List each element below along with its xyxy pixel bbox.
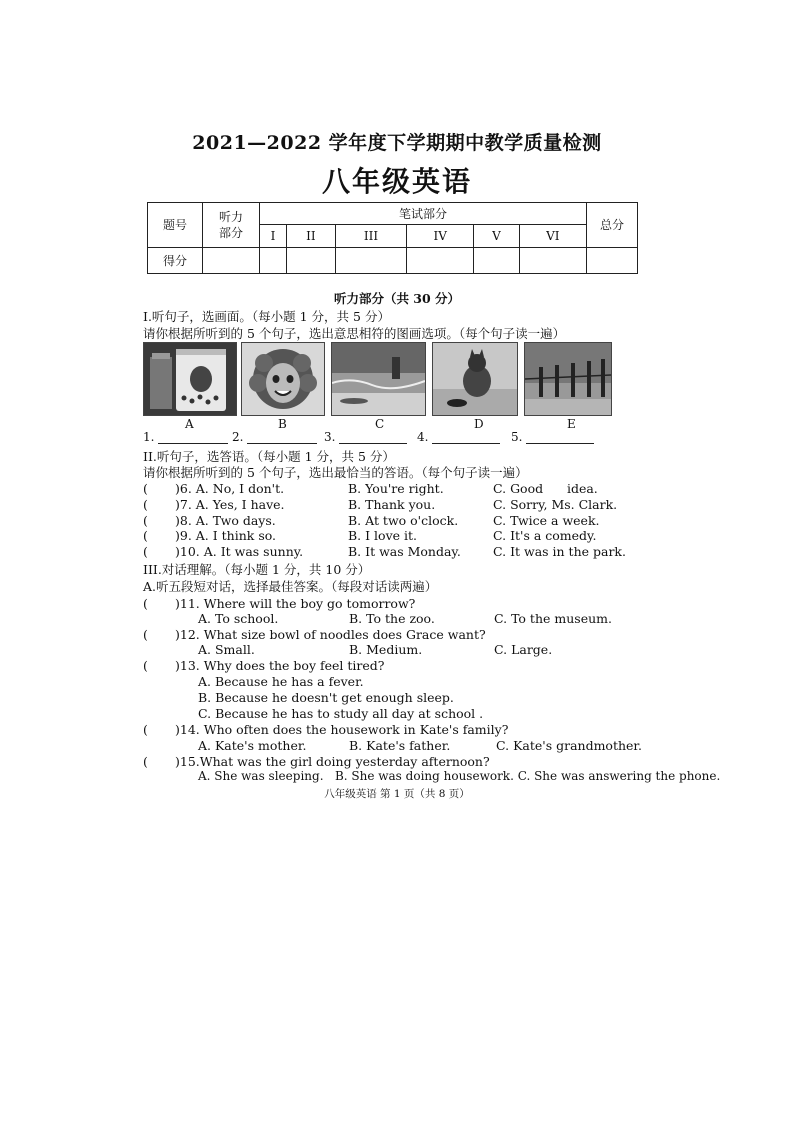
ballet-class-photo xyxy=(524,342,612,416)
question-6-a: )6. A. No, I don't. xyxy=(175,481,285,496)
score-cell[interactable] xyxy=(474,247,519,273)
score-cell[interactable] xyxy=(203,247,260,273)
score-cell[interactable] xyxy=(407,247,474,273)
question-13-c: C. Because he has to study all day at school . xyxy=(198,706,484,721)
row-label-cell: 得分 xyxy=(148,247,203,273)
question-13-b: B. Because he doesn't get enough sleep. xyxy=(198,690,454,705)
question-8-b: B. At two o'clock. xyxy=(348,513,459,528)
question-10-b: B. It was Monday. xyxy=(348,544,461,559)
score-cell[interactable] xyxy=(587,247,638,273)
question-12-a: A. Small. xyxy=(198,642,255,657)
bracket[interactable]: ( xyxy=(143,497,148,512)
blank-number: 1. xyxy=(143,430,155,444)
question-14-b: B. Kate's father. xyxy=(349,738,451,753)
picture-label-a: A xyxy=(185,417,194,431)
blank-number: 2. xyxy=(232,430,244,444)
question-14-a: A. Kate's mother. xyxy=(198,738,307,753)
total-cell: 总分 xyxy=(587,203,638,248)
question-14-c: C. Kate's grandmother. xyxy=(496,738,643,753)
question-11-c: C. To the museum. xyxy=(494,611,612,626)
question-7-b: B. Thank you. xyxy=(348,497,436,512)
bracket[interactable]: ( xyxy=(143,596,148,611)
question-14-stem: )14. Who often does the housework in Kate's family? xyxy=(175,722,509,737)
smiling-girl-cartoon xyxy=(241,342,325,416)
part1-heading: I.听句子，选画面。（每小题 1 分，共 5 分） xyxy=(143,309,390,324)
question-8-a: )8. A. Two days. xyxy=(175,513,276,528)
exam-subject: 八年级英语 xyxy=(321,165,472,198)
numeral-cell: I xyxy=(260,225,287,247)
page-footer: 八年级英语 第 1 页（共 8 页） xyxy=(324,788,470,800)
question-15-options: A. She was sleeping. B. She was doing housework. C. She was answering the phone. xyxy=(198,769,721,783)
part3-subheading: A.听五段短对话，选择最佳答案。（每段对话读两遍） xyxy=(143,579,438,594)
part2-heading: II.听句子，选答语。（每小题 1 分，共 5 分） xyxy=(143,449,395,464)
question-11-a: A. To school. xyxy=(198,611,279,626)
numeral-cell: V xyxy=(474,225,519,247)
answer-blank-2[interactable] xyxy=(232,430,317,444)
question-8-c: C. Twice a week. xyxy=(493,513,600,528)
answer-blank-3[interactable] xyxy=(324,430,407,444)
bubble-tea-cups-photo xyxy=(143,342,237,416)
beach-scene-photo xyxy=(331,342,426,416)
part2-instruction: 请你根据所听到的 5 个句子，选出最恰当的答语。（每个句子读一遍） xyxy=(143,465,528,480)
written-cell: 笔试部分 xyxy=(260,203,587,225)
question-12-c: C. Large. xyxy=(494,642,553,657)
answer-blank-1[interactable] xyxy=(143,430,228,444)
score-cell[interactable] xyxy=(519,247,586,273)
bracket[interactable]: ( xyxy=(143,627,148,642)
question-15-stem: )15.What was the girl doing yesterday afternoon? xyxy=(175,754,490,769)
question-9-a: )9. A. I think so. xyxy=(175,528,277,543)
question-9-b: B. I love it. xyxy=(348,528,417,543)
score-cell[interactable] xyxy=(286,247,335,273)
picture-label-c: C xyxy=(375,417,385,431)
question-13-stem: )13. Why does the boy feel tired? xyxy=(175,658,385,673)
score-cell[interactable] xyxy=(335,247,406,273)
bracket[interactable]: ( xyxy=(143,528,148,543)
blank-number: 5. xyxy=(511,430,523,444)
question-7-c: C. Sorry, Ms. Clark. xyxy=(493,497,618,512)
picture-label-e: E xyxy=(567,417,576,431)
bracket[interactable]: ( xyxy=(143,722,148,737)
numeral-cell: II xyxy=(286,225,335,247)
bracket[interactable]: ( xyxy=(143,754,148,769)
picture-label-b: B xyxy=(278,417,287,431)
cat-with-bowl-photo xyxy=(432,342,518,416)
question-12-stem: )12. What size bowl of noodles does Grace want? xyxy=(175,627,486,642)
bracket[interactable]: ( xyxy=(143,544,148,559)
question-11-stem: )11. Where will the boy go tomorrow? xyxy=(175,596,416,611)
score-table xyxy=(147,202,638,274)
numeral-cell: IV xyxy=(407,225,474,247)
question-13-a: A. Because he has a fever. xyxy=(198,674,364,689)
answer-blank-5[interactable] xyxy=(511,430,594,444)
answer-blank-4[interactable] xyxy=(417,430,500,444)
bracket[interactable]: ( xyxy=(143,481,148,496)
part1-instruction: 请你根据所听到的 5 个句子，选出意思相符的图画选项。（每个句子读一遍） xyxy=(143,326,566,341)
listening-cell: 听力部分 xyxy=(203,203,260,248)
numeral-cell: III xyxy=(335,225,406,247)
question-12-b: B. Medium. xyxy=(349,642,423,657)
exam-title: 2021—2022 学年度下学期期中教学质量检测 xyxy=(192,132,602,154)
listening-section-title: 听力部分（共 30 分） xyxy=(333,291,461,306)
numeral-cell: VI xyxy=(519,225,586,247)
blank-number: 4. xyxy=(417,430,429,444)
question-10-c: C. It was in the park. xyxy=(493,544,626,559)
col-label-cell: 题号 xyxy=(148,203,203,248)
part3-heading: III.对话理解。（每小题 1 分，共 10 分） xyxy=(143,562,371,577)
question-11-b: B. To the zoo. xyxy=(349,611,435,626)
question-6-c: C. Good idea. xyxy=(493,481,598,496)
bracket[interactable]: ( xyxy=(143,513,148,528)
question-10-a: )10. A. It was sunny. xyxy=(175,544,304,559)
score-cell[interactable] xyxy=(260,247,287,273)
picture-label-d: D xyxy=(474,417,484,431)
question-7-a: )7. A. Yes, I have. xyxy=(175,497,285,512)
question-9-c: C. It's a comedy. xyxy=(493,528,597,543)
question-6-b: B. You're right. xyxy=(348,481,444,496)
bracket[interactable]: ( xyxy=(143,658,148,673)
blank-number: 3. xyxy=(324,430,336,444)
